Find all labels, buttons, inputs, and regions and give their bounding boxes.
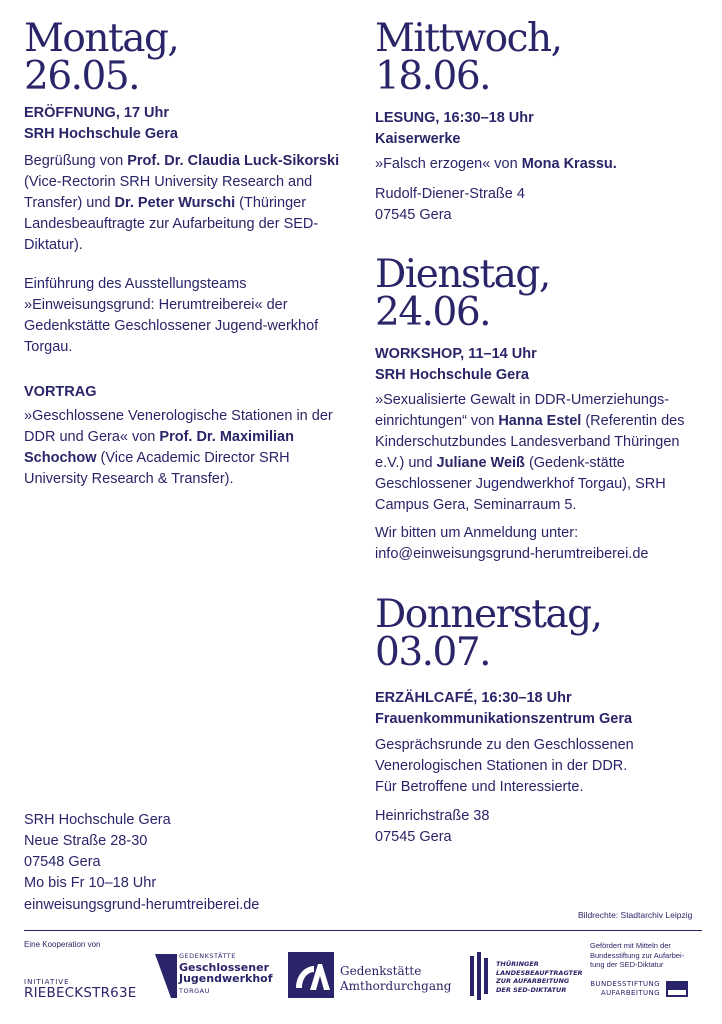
text-line: Gesprächsrunde zu den Geschlossenen [375,737,634,753]
text-line: Für Betroffene und Interessierte. [375,779,584,795]
day-heading-dienstag-wrap [375,252,705,335]
venue-address [24,810,324,894]
logo-subtitle: INITIATIVE [24,978,70,986]
day-heading-mittwoch [375,16,705,99]
day-date: 24.06. [375,290,491,335]
event-place: Kaiserwerke [375,131,461,147]
day-name: Mittwoch, [375,16,562,61]
address-line: 07545 Gera [375,829,452,845]
address-line: 07548 Gera [24,854,101,870]
anmeldung-note: Wir bitten um Anmeldung unter: [375,525,579,541]
lesung-header [375,108,534,150]
text-run: (Thüringer Landesbeauftragte zur Aufarbeitung der SED-Diktatur). [24,195,319,253]
logo-line: THÜRINGER [496,960,539,968]
erzaehlcafe-address [375,806,489,848]
day-name: Donnerstag, [375,592,602,637]
day-heading-donnerstag [375,592,705,675]
day-heading-montag [24,16,354,99]
day-heading-dienstag [375,252,705,335]
foerderhinweis [590,941,702,970]
left-column [24,16,354,99]
torgau-mark-icon [155,954,177,998]
amthor-text [340,964,451,994]
thueringen-mark-icon [470,952,492,1000]
text-run: »Falsch erzogen« von [375,156,522,172]
address-line: Rudolf-Diener-Straße 4 [375,186,525,202]
day-date: 26.05. [24,54,140,99]
text-run: Begrüßung von [24,153,128,169]
speaker-name: Dr. Peter Wurschi [114,195,236,211]
einfuehrung-text: Einführung des Ausstellungsteams »Einweisungsgrund: Herumtreiberei« der Gedenkstätte Geschlossener Jugend-werkhof Torgau. [24,276,319,355]
text-line: tung der SED-Diktatur [590,960,664,969]
logo-line: ZUR AUFARBEITUNG [496,977,570,985]
workshop-header [375,344,537,386]
thueringen-text [496,960,583,994]
logo-line: Geschlossener [179,961,269,974]
speaker-name: Prof. Dr. Maximilian Schochow [24,429,294,466]
logo-name: RIEBECKSTR63E [24,985,137,1001]
lesung-text [375,154,617,175]
text-line: Gefördert mit Mitteln der [590,941,671,950]
anmeldung-text [375,523,648,565]
speaker-name: Hanna Estel [498,413,582,429]
text-run: (Vice-Rectorin SRH University Research and Transfer) und [24,174,313,211]
day-date: 03.07. [375,630,491,675]
logo-line: AUFARBEITUNG [600,989,660,997]
text-run: (Gedenk-stätte Geschlossener Jugendwerkhof Torgau), SRH Campus Gera, Seminarraum 5. [375,455,666,513]
event-title: LESUNG, 16:30–18 Uhr [375,110,534,126]
vortrag-text [24,406,349,490]
day-heading-mittwoch-wrap [375,16,705,99]
opening-hours: Mo bis Fr 10–18 Uhr [24,875,157,891]
gedenkstaette-torgau-logo [155,950,273,1000]
event-title: ERZÄHLCAFÉ, 16:30–18 Uhr [375,690,572,706]
event-place: SRH Hochschule Gera [24,126,178,142]
event-place: SRH Hochschule Gera [375,367,529,383]
event-title: WORKSHOP, 11–14 Uhr [375,346,537,362]
bundesstiftung-logo [590,980,700,1002]
day-name: Montag, [24,16,179,61]
speaker-name: Prof. Dr. Claudia Luck-Sikorski [127,153,340,169]
text-run: (Referentin des Kinderschutzbundes Landesverband Thüringen e.V.) und [375,413,685,471]
website-link[interactable]: einweisungsgrund-herumtreiberei.de [24,897,260,913]
day-heading-donnerstag-wrap [375,592,705,675]
author-name: Mona Krassu. [521,156,617,172]
logo-line: Gedenkstätte [340,964,422,978]
eroeffnung-header [24,103,354,145]
logo-line-group [179,962,273,984]
amthor-glyph-icon [288,952,334,998]
text-run: »Sexualisierte Gewalt in DDR-Umerziehungs-einrichtungen“ von [375,392,670,429]
kooperation-label: Eine Kooperation von [24,940,101,949]
logo-line: Amthordurchgang [340,979,452,993]
logo-line: TORGAU [179,987,210,995]
text-line: Bundesstiftung zur Aufarbei- [590,950,685,960]
footer-divider [24,930,702,931]
speaker-name: Juliane Weiß [436,455,525,471]
email-link[interactable]: info@einweisungsgrund-herumtreiberei.de [375,546,649,562]
bundesstiftung-text [590,980,660,998]
day-name: Dienstag, [375,252,550,297]
logo-line: BUNDESSTIFTUNG [590,980,660,988]
logo-line: LANDESBEAUFTRAGTER [496,968,583,977]
logo-line: Jugendwerkhof [179,972,273,985]
address-line: Heinrichstraße 38 [375,808,490,824]
text-run: (Vice Academic Director SRH University Research & Transfer). [24,450,290,487]
bildrechte-credit: Bildrechte: Stadtarchiv Leipzig [578,910,693,920]
amthor-mark-icon [288,952,334,998]
logo-line: DER SED-DIKTATUR [496,985,567,994]
erzaehlcafe-header [375,688,632,730]
initiative-riebeckstr-logo [24,978,136,1001]
address-line: 07545 Gera [375,207,452,223]
logo-line: GEDENKSTÄTTE [179,952,236,960]
address-line: SRH Hochschule Gera [24,812,171,828]
lesung-address [375,184,525,226]
gedenkstaette-amthordurchgang-logo [288,952,452,1000]
text-run: »Geschlossene Venerologische Stationen in der DDR und Gera« von [24,408,333,445]
event-place: Frauenkommunikationszentrum Gera [375,711,633,727]
text-line: Venerologischen Stationen in der DDR. [375,758,628,774]
address-line: Neue Straße 28-30 [24,833,148,849]
vortrag-title: VORTRAG [24,384,97,400]
thueringer-landesbeauftragter-logo [470,952,583,1002]
begruessung-text [24,151,346,256]
day-date: 18.06. [375,54,491,99]
workshop-text [375,390,700,516]
bundesstiftung-mark-icon [666,981,688,997]
erzaehlcafe-text [375,735,634,798]
event-title: ERÖFFNUNG, 17 Uhr [24,105,170,121]
